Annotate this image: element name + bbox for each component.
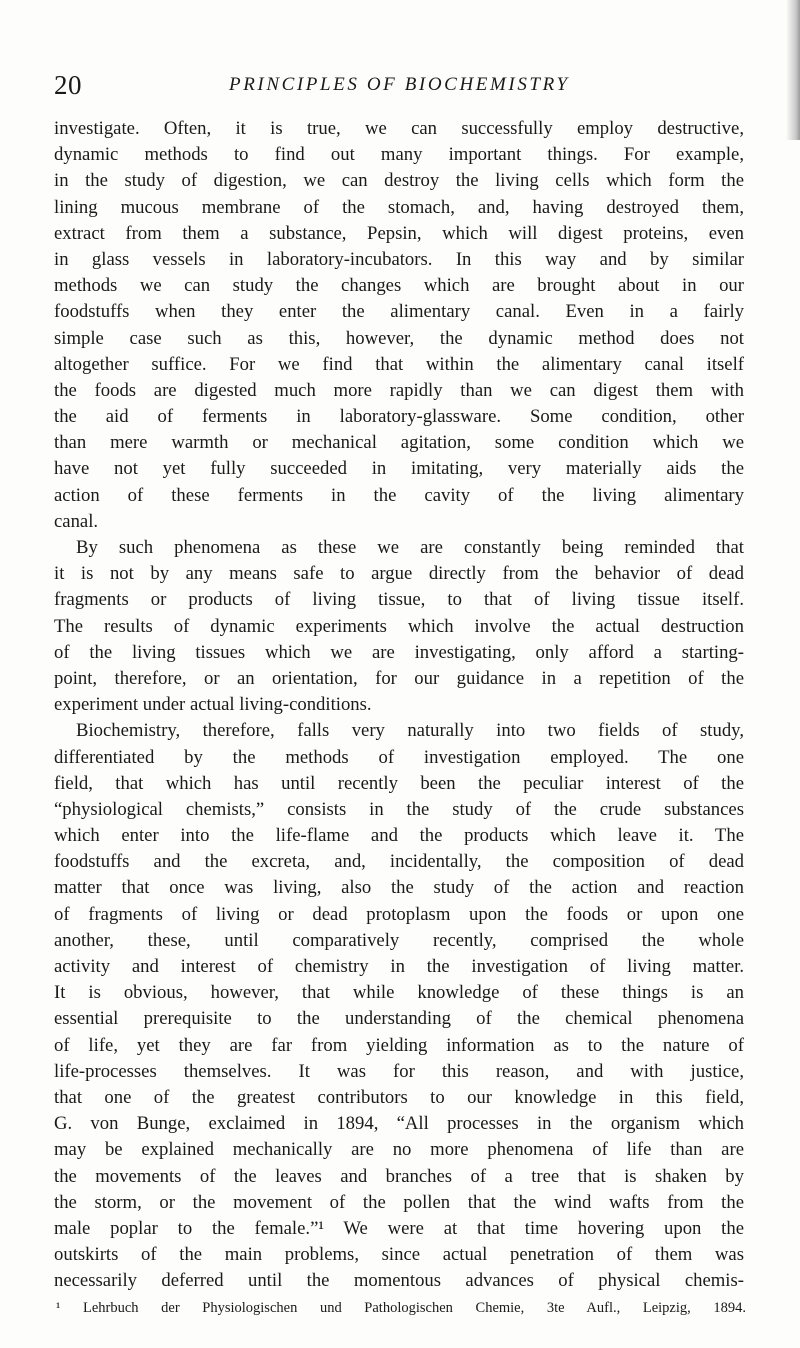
text-line: the movements of the leaves and branches of a tree that is shaken by [54,1165,744,1187]
text-line: the storm, or the movement of the pollen that the wind wafts from the [54,1191,744,1213]
text-line: the aid of ferments in laboratory-glassware. Some condition, other [54,406,744,428]
page-header [54,68,754,108]
text-line: simple case such as this, however, the dynamic method does not [54,327,744,349]
text-line: the foods are digested much more rapidly than we can digest them with [54,379,744,401]
text-line: that one of the greatest contributors to our knowledge in this field, [54,1086,744,1108]
text-line: dynamic methods to find out many important things. For example, [54,144,744,166]
text-line: it is not by any means safe to argue directly from the behavior of dead [54,563,744,585]
text-line: fragments or products of living tissue, to that of living tissue itself. [54,589,744,611]
text-line: activity and interest of chemistry in the investigation of living matter. [54,956,744,977]
text-line: “physiological chemists,” consists in the study of the crude substances [54,798,744,820]
text-line: than mere warmth or mechanical agitation, some condition which we [54,432,744,454]
text-line: in glass vessels in laboratory-incubators. In this way and by similar [54,248,744,270]
text-line: essential prerequisite to the understanding of the chemical phenomena [54,1008,744,1030]
text-line: of fragments of living or dead protoplasm upon the foods or upon one [54,903,744,925]
body-text [54,116,744,1294]
text-line: differentiated by the methods of investigation employed. The one [54,746,744,768]
text-line: field, that which has until recently been the peculiar interest of the [54,772,744,794]
footnote: ¹ Lehrbuch der Physiologischen und Pathologischen Chemie, 3te Aufl., Leipzig, 1894. [56,1300,746,1316]
text-line: foodstuffs and the excreta, and, incidentally, the composition of dead [54,851,744,873]
text-line: have not yet fully succeeded in imitating, very materially aids the [54,458,744,480]
text-line: another, these, until comparatively recently, comprised the whole [54,929,744,951]
text-line: of life, yet they are far from yielding information as to the nature of [54,1034,744,1056]
text-line: matter that once was living, also the study of the action and reaction [54,877,744,899]
text-line: outskirts of the main problems, since actual penetration of them was [54,1244,744,1266]
paragraph-end-line: experiment under actual living-conditions. [54,694,372,716]
text-line: male poplar to the female.”¹ We were at that time hovering upon the [54,1217,744,1239]
text-line: which enter into the life-flame and the products which leave it. The [54,825,744,847]
text-line: lining mucous membrane of the stomach, and, having destroyed them, [54,196,744,218]
paragraph-start-line: Biochemistry, therefore, falls very naturally into two fields of study, [76,720,744,742]
paragraph-end-line: canal. [54,510,99,532]
text-line: foodstuffs when they enter the alimentary canal. Even in a fairly [54,301,744,323]
text-line: may be explained mechanically are no more phenomena of life than are [54,1139,744,1161]
paragraph-start-line: By such phenomena as these we are constantly being reminded that [76,537,744,558]
text-line: It is obvious, however, that while knowledge of these things is an [54,982,744,1004]
text-line: point, therefore, or an orientation, for our guidance in a repetition of the [54,667,744,689]
text-line: extract from them a substance, Pepsin, which will digest proteins, even [54,222,744,244]
text-line: altogether suffice. For we find that within the alimentary canal itself [54,353,744,375]
text-line: investigate. Often, it is true, we can successfully employ destructive, [54,118,744,139]
running-head: PRINCIPLES OF BIOCHEMISTRY [229,74,570,95]
text-line: life-processes themselves. It was for this reason, and with justice, [54,1060,744,1082]
page-number: 20 [54,70,82,100]
text-line: action of these ferments in the cavity of the living alimentary [54,484,744,506]
text-line: necessarily deferred until the momentous advances of physical chemis- [54,1270,744,1292]
page-edge-shadow [786,0,800,140]
text-line: The results of dynamic experiments which involve the actual destruction [54,615,744,637]
text-line: of the living tissues which we are investigating, only afford a starting- [54,641,744,663]
text-line: in the study of digestion, we can destroy the living cells which form the [54,170,744,192]
text-line: G. von Bunge, exclaimed in 1894, “All processes in the organism which [54,1113,744,1135]
text-line: methods we can study the changes which are brought about in our [54,275,744,297]
